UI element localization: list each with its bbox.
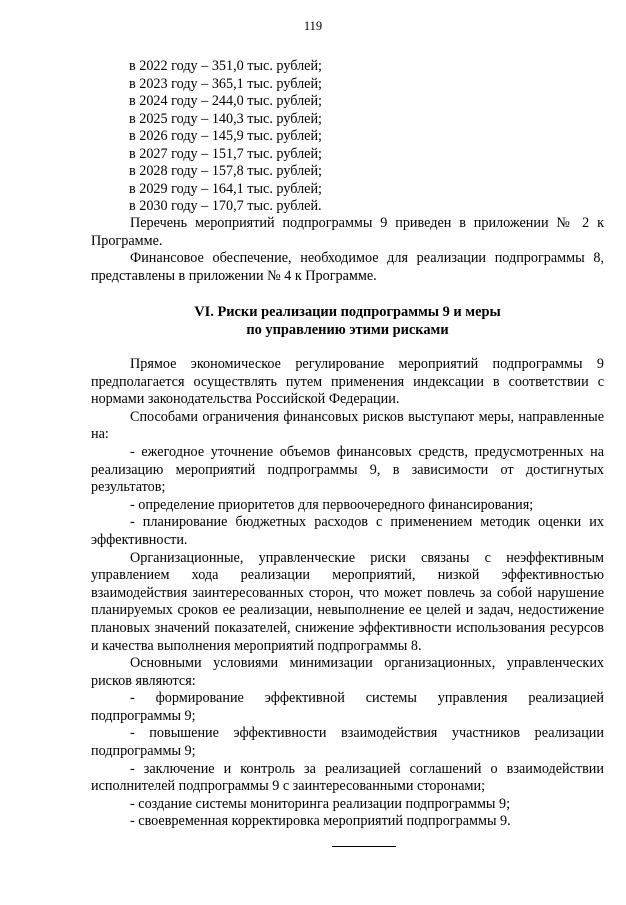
list-item-interaction-efficiency: - повышение эффективности взаимодействия участников реализации подпрограммы 9; bbox=[91, 725, 604, 760]
list-item-priorities: - определение приоритетов для первоочередного финансирования; bbox=[130, 496, 534, 513]
funding-year-line: в 2024 году – 244,0 тыс. рублей; bbox=[129, 93, 322, 109]
list-item-management-system: - формирование эффективной системы управления реализацией подпрограммы 9; bbox=[91, 690, 604, 724]
intro-text bbox=[91, 215, 604, 285]
paragraph-appendix-4: Финансовое обеспечение, необходимое для реализации подпрограммы 8, представлены в приложении № 4 к Программе. bbox=[91, 250, 604, 284]
paragraph-appendix-2: Перечень мероприятий подпрограммы 9 приведен в приложении № 2 к Программе. bbox=[91, 215, 604, 249]
funding-year-line: в 2030 году – 170,7 тыс. рублей. bbox=[129, 198, 322, 214]
end-divider bbox=[332, 846, 396, 847]
funding-year-line: в 2025 году – 140,3 тыс. рублей; bbox=[129, 110, 322, 127]
paragraph-regulation: Прямое экономическое регулирование мероприятий подпрограммы 9 предполагается осуществлять путем применения индексации в соответствии с нормами законодательства Российской Федерации. bbox=[91, 356, 604, 408]
section-text bbox=[91, 356, 604, 831]
funding-year-line: в 2027 году – 151,7 тыс. рублей; bbox=[129, 145, 322, 162]
list-item-monitoring: - создание системы мониторинга реализации подпрограммы 9; bbox=[130, 795, 511, 812]
list-item-agreements: - заключение и контроль за реализацией соглашений о взаимодействии исполнителей подпрограммы 9 с заинтересованными сторонами; bbox=[91, 760, 604, 795]
page-number: 119 bbox=[303, 19, 323, 33]
section-heading-line-1: VI. Риски реализации подпрограммы 9 и меры bbox=[194, 304, 501, 320]
funding-year-line: в 2029 году – 164,1 тыс. рублей; bbox=[129, 180, 322, 197]
funding-year-line: в 2023 году – 365,1 тыс. рублей; bbox=[129, 75, 322, 92]
funding-year-line: в 2028 году – 157,8 тыс. рублей; bbox=[129, 163, 322, 179]
paragraph-minimization-conditions: Основными условиями минимизации организационных, управленческих рисков являются: bbox=[91, 655, 604, 689]
funding-year-line: в 2022 году – 351,0 тыс. рублей; bbox=[129, 58, 322, 74]
paragraph-organizational-risks: Организационные, управленческие риски связаны с неэффективным управлением хода реализации мероприятий, низкой эффективностью взаимодействия заинтересованных сторон, что может повлечь за собой нарушение планируемых сроков ее реализации, невыполнение ее целей и задач, недостижение плановых значений показателей, снижение эффективности использования ресурсов и качества выполнения мероприятий подпрограммы 8. bbox=[91, 549, 604, 654]
funding-by-year-list bbox=[129, 58, 322, 216]
funding-year-line: в 2026 году – 145,9 тыс. рублей; bbox=[129, 128, 322, 144]
section-heading bbox=[91, 304, 604, 339]
list-item-annual-clarification: - ежегодное уточнение объемов финансовых средств, предусмотренных на реализацию мероприятий подпрограммы 9, в зависимости от достигнутых результатов; bbox=[91, 443, 604, 496]
section-heading-line-2: по управлению этими рисками bbox=[246, 321, 449, 338]
paragraph-financial-risks: Способами ограничения финансовых рисков выступают меры, направленные на: bbox=[91, 408, 604, 443]
list-item-timely-adjustment: - своевременная корректировка мероприятий подпрограммы 9. bbox=[130, 813, 511, 830]
list-item-budget-planning: - планирование бюджетных расходов с применением методик оценки их эффективности. bbox=[91, 514, 604, 548]
